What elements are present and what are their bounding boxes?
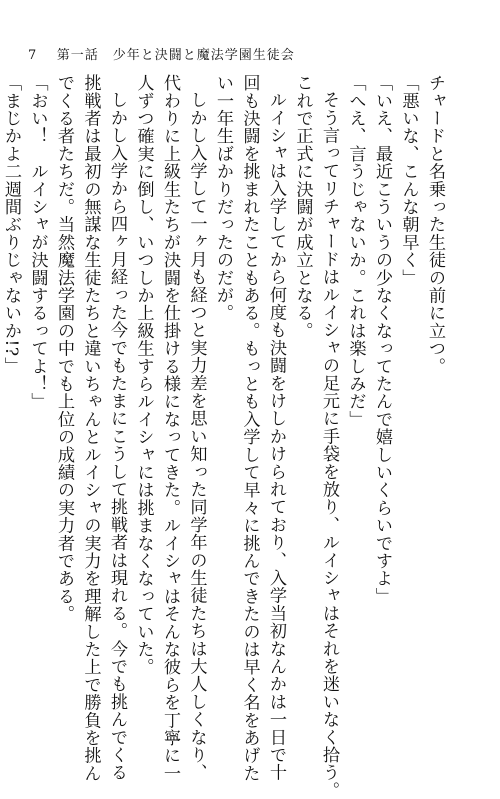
chapter-title: 第一話 少年と決闘と魔法学園生徒会 <box>56 48 295 63</box>
text-line: い一年生ばかりだったのだが。 <box>213 74 233 322</box>
text-line: ルイシャは入学してから何度も決闘をけしかけられており、入学当初なんかは一日で十 <box>266 91 286 782</box>
vertical-body-text <box>0 74 448 799</box>
text-line: 回も決闘を挑まれたこともある。もっとも入学して早々に挑んできたのは早く名をあげた <box>239 74 260 782</box>
text-line: これで正式に決闘が成立となる。 <box>292 74 313 340</box>
text-line: 「悪いな、こんな朝早く」 <box>398 74 419 287</box>
text-line: 「へえ、言うじゃないか。これは楽しみだ」 <box>345 74 366 428</box>
text-line: チャードと名乗った生徒の前に立つ。 <box>425 74 445 375</box>
text-line: 人ずつ確実に倒し、いつしか上級生すらルイシャには挑まなくなっていた。 <box>133 74 154 676</box>
text-line: しかし入学して一ヶ月も経つと実力差を思い知った同学年の生徒たちは大人しくなり、 <box>186 91 207 782</box>
text-line: しかし入学から四ヶ月経った今でもたまにこうして挑戦者は現れる。今でも挑んでくる <box>107 91 127 782</box>
text-line: 「いえ、最近こういうの少なくなってたんで嬉しいくらいですよ」 <box>372 74 392 605</box>
text-line: 代わりに上級生たちが決闘を仕掛ける様になってきた。ルイシャはそんな彼らを丁寧に一 <box>160 74 180 782</box>
text-line: 「おい！ ルイシャが決闘するってよ！」 <box>27 74 48 411</box>
page-number: 7 <box>28 48 37 63</box>
text-line: でくる者たちだ。当然魔法学園の中でも上位の成績の実力者である。 <box>54 74 74 623</box>
text-line: 挑戦者は最初の無謀な生徒たちと違いちゃんとルイシャの実力を理解した上で勝負を挑ん <box>80 74 101 783</box>
text-line: 「まじかよ二週間ぶりじゃないか!?」 <box>1 74 21 375</box>
text-line: そう言ってリチャードはルイシャの足元に手袋を放り、ルイシャはそれを迷いなく拾う。 <box>319 91 339 799</box>
page-header <box>28 44 295 63</box>
